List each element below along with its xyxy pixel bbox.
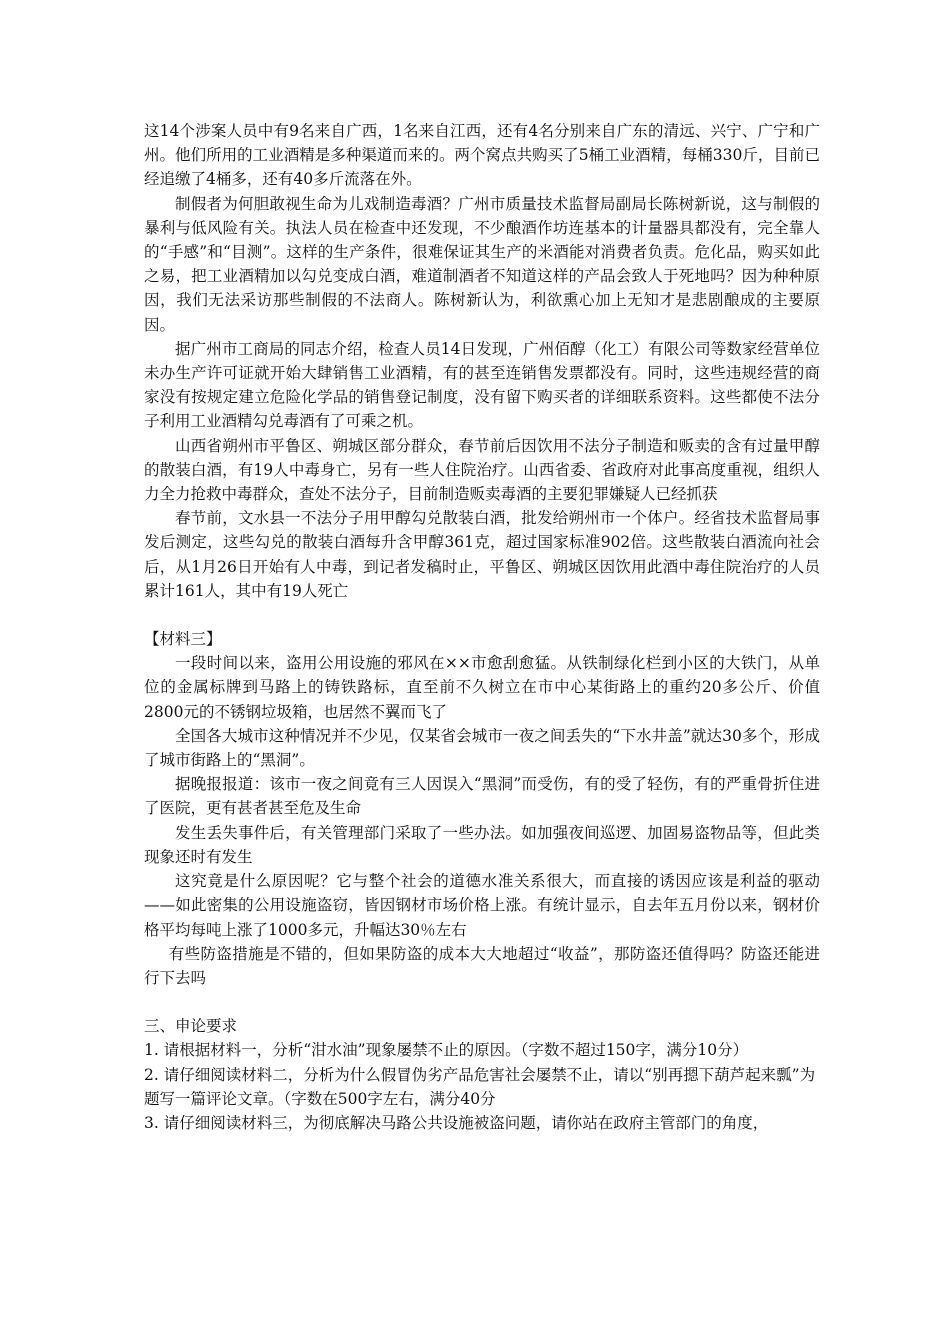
material3-title: 【材料三】 (144, 630, 222, 649)
material2-paragraph-3: 据广州市工商局的同志介绍，检查人员14日发现，广州佰醇（化工）有限公司等数家经营单位未办生产许可证就开始大肆销售工业酒精，有的甚至连销售发票都没有。同时，这些违规经营的商家没有按规定建立危险化学品的销售登记制度，没有留下购买者的详细联系资料。这些都使不法分子利用工业酒精勾兑毒酒有了可乘之机。 (144, 339, 820, 431)
material3-paragraph-6: 有些防盗措施是不错的，但如果防盗的成本大大地超过“收益”，那防盗还值得吗？防盗还能进行下去吗 (144, 944, 820, 987)
section-spacer (144, 603, 820, 627)
material2-paragraph-1: 这14个涉案人员中有9名来自广西，1名来自江西，还有4名分别来自广东的清远、兴宁、广宁和广州。他们所用的工业酒精是多种渠道而来的。两个窝点共购买了5桶工业酒精，每桶330斤，目前已经追缴了4桶多，还有40多斤流落在外。 (144, 122, 820, 189)
material2-paragraph-2: 制假者为何胆敢视生命为儿戏制造毒酒？广州市质量技术监督局副局长陈树新说，这与制假的暴利与低风险有关。执法人员在检查中还发现，不少酿酒作坊连基本的计量器具都没有，完全靠人的“手感”和“目测”。这样的生产条件，很难保证其生产的米酒能对消费者负责。危化品，购买如此之易，把工业酒精加以勾兑变成白酒，难道制酒者不知道这样的产品会致人于死地吗？因为种种原因，我们无法采访那些制假的不法商人。陈树新认为，利欲熏心加上无知才是悲剧酿成的主要原因。 (144, 194, 820, 334)
requirement-item-1: 1. 请根据材料一，分析“泔水油”现象屡禁不止的原因。（字数不超过150字，满分10分） (144, 1041, 749, 1060)
section-spacer (144, 990, 820, 1014)
material3-paragraph-1: 一段时间以来，盗用公用设施的邪风在××市愈刮愈猛。从铁制绿化栏到小区的大铁门，从单位的金属标牌到马路上的铸铁路标，直至前不久树立在市中心某街路上的重约20多公斤、价值2800元的不锈钢垃圾箱，也居然不翼而飞了 (144, 654, 820, 721)
material3-paragraph-5: 这究竟是什么原因呢？它与整个社会的道德水准关系很大，而直接的诱因应该是利益的驱动——如此密集的公用设施盗窃，皆因钢材市场价格上涨。有统计显示，自去年五月份以来，钢材价格平均每吨上涨了1000多元，升幅达30％左右 (144, 872, 820, 939)
material3-paragraph-3: 据晚报报道：该市一夜之间竟有三人因误入“黑洞”而受伤，有的受了轻伤，有的严重骨折住进了医院，更有甚者甚至危及生命 (144, 775, 820, 818)
requirement-item-2: 2. 请仔细阅读材料二，分析为什么假冒伪劣产品危害社会屡禁不止，请以“别再摁下葫芦起来瓢”为题写一篇评论文章。（字数在500字左右，满分40分 (144, 1065, 816, 1108)
material2-paragraph-4: 山西省朔州市平鲁区、朔城区部分群众，春节前后因饮用不法分子制造和贩卖的含有过量甲醇的散装白酒，有19人中毒身亡，另有一些人住院治疗。山西省委、省政府对此事高度重视，组织人力全力抢救中毒群众，查处不法分子，目前制造贩卖毒酒的主要犯罪嫌疑人已经抓获 (144, 436, 820, 504)
requirement-item-3: 3. 请仔细阅读材料三，为彻底解决马路公共设施被盗问题，请你站在政府主管部门的角度， (144, 1113, 769, 1132)
requirements-title: 三、申论要求 (144, 1017, 238, 1036)
material3-paragraph-4: 发生丢失事件后，有关管理部门采取了一些办法。如加强夜间巡逻、加固易盗物品等，但此类现象还时有发生 (144, 823, 820, 866)
material2-paragraph-5: 春节前，文水县一不法分子用甲醇勾兑散装白酒，批发给朔州市一个体户。经省技术监督局事发后测定，这些勾兑的散装白酒每升含甲醇361克，超过国家标准902倍。这些散装白酒流向社会后，从1月26日开始有人中毒，到记者发稿时止，平鲁区、朔城区因饮用此酒中毒住院治疗的人员累计161人，其中有19人死亡 (144, 509, 820, 600)
material3-paragraph-2: 全国各大城市这种情况并不少见，仅某省会城市一夜之间丢失的“下水井盖”就达30多个，形成了城市街路上的“黑洞”。 (144, 726, 820, 770)
document-page (144, 119, 820, 1135)
